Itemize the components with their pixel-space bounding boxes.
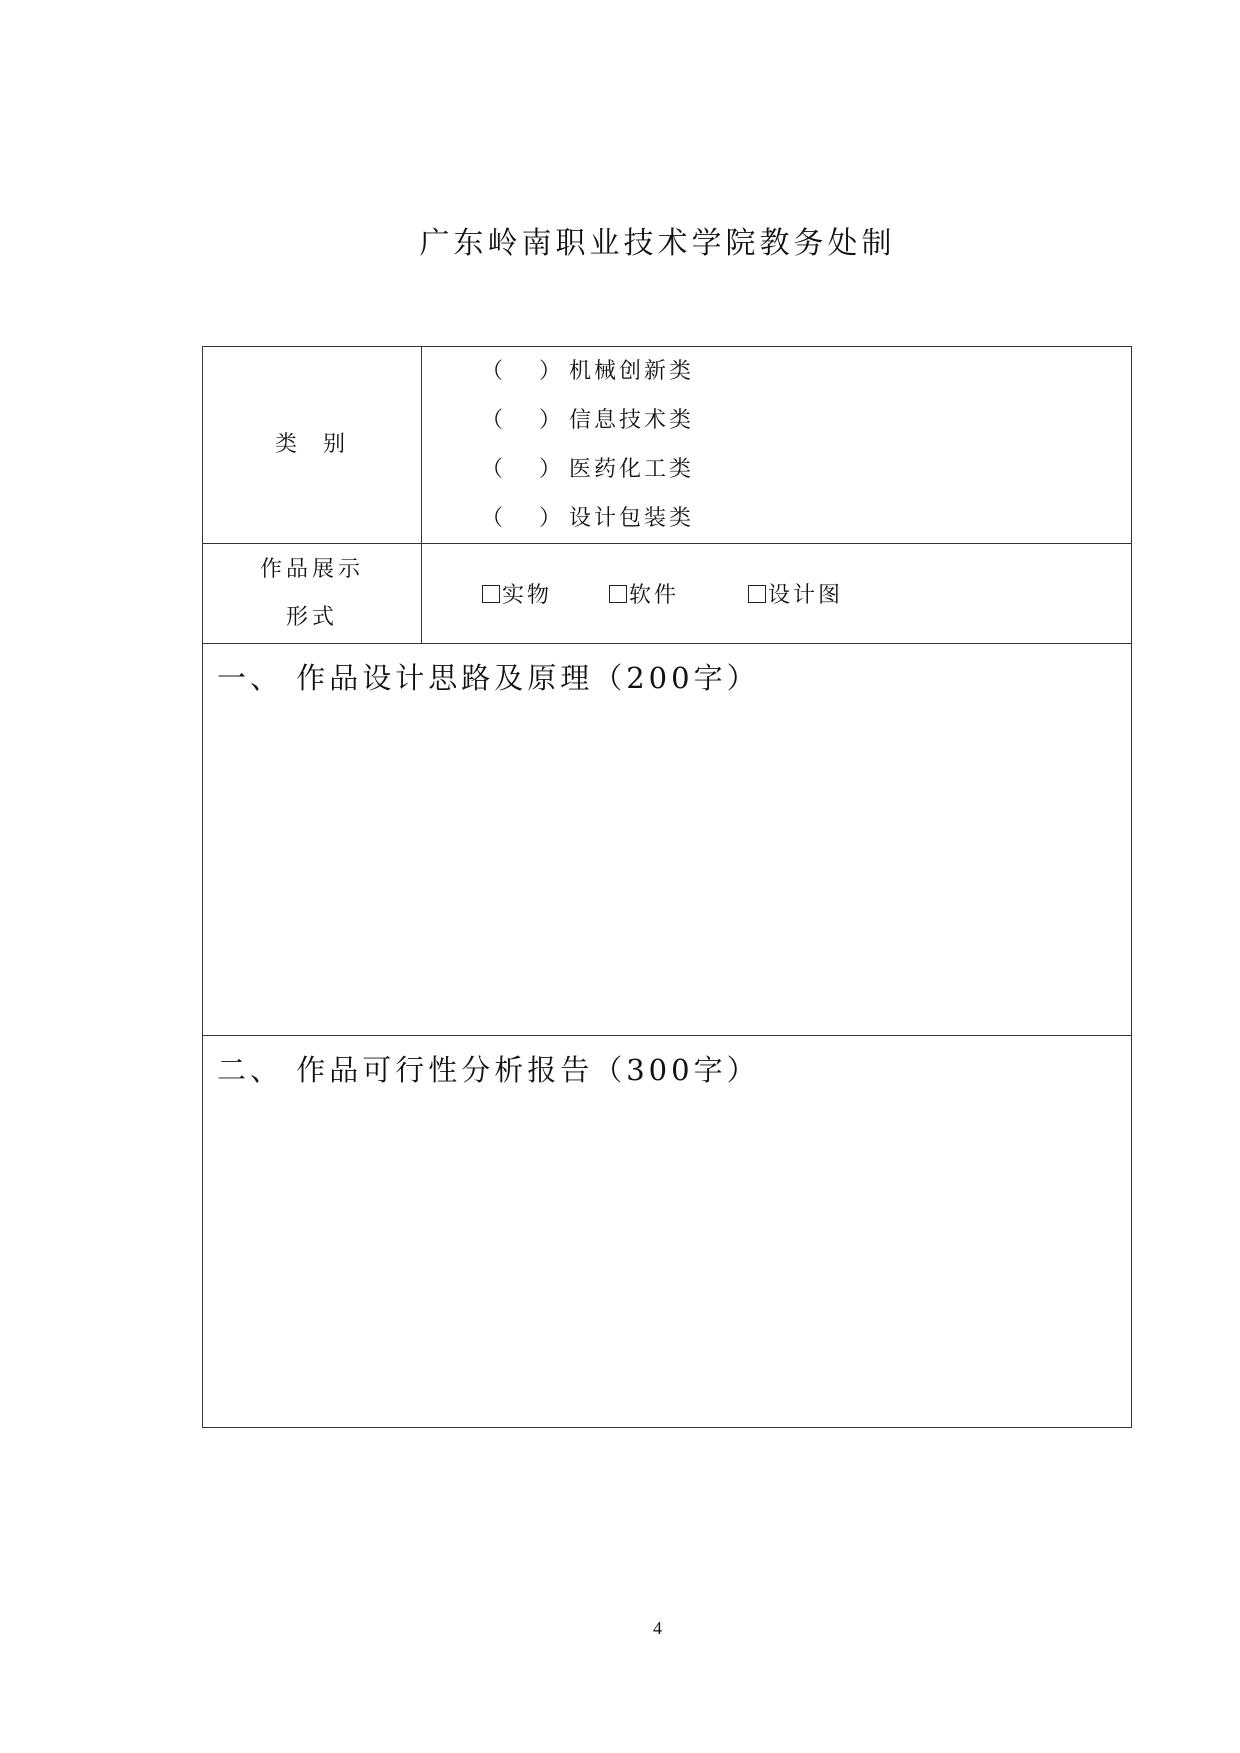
- application-form-table: [202, 346, 1132, 1428]
- category-option-it[interactable]: [481, 396, 1131, 445]
- paren-open: （: [481, 457, 504, 482]
- category-option-label: 机械创新类: [569, 359, 695, 384]
- checkbox-icon[interactable]: [482, 585, 500, 603]
- display-format-label-line2: 形式: [285, 604, 338, 630]
- page-title: 广东岭南职业技术学院教务处制: [419, 226, 896, 261]
- paren-close: ）: [539, 359, 562, 384]
- display-format-options: [422, 578, 1131, 609]
- paren-open: （: [481, 506, 504, 531]
- format-option-physical[interactable]: [482, 578, 552, 609]
- category-option-label: 医药化工类: [569, 457, 695, 482]
- design-section-heading: 一、 作品设计思路及原理（200字）: [217, 661, 760, 695]
- format-option-label: 实物: [502, 583, 553, 608]
- display-format-label-cell: [203, 544, 422, 644]
- checkbox-icon[interactable]: [609, 585, 627, 603]
- design-section-row: [203, 644, 1132, 1036]
- category-options-cell: [422, 347, 1132, 544]
- display-format-row: [203, 544, 1132, 644]
- paren-close: ）: [539, 506, 562, 531]
- format-option-design-drawing[interactable]: [748, 578, 843, 609]
- format-option-label: 设计图: [768, 583, 844, 608]
- category-option-mechanical[interactable]: [481, 347, 1131, 396]
- category-option-design-packaging[interactable]: [481, 494, 1131, 543]
- paren-open: （: [481, 408, 504, 433]
- paren-open: （: [481, 359, 504, 384]
- page-number: 4: [653, 1618, 662, 1638]
- format-option-software[interactable]: [609, 578, 679, 609]
- category-row: [203, 347, 1132, 544]
- format-option-label: 软件: [629, 583, 680, 608]
- paren-close: ）: [539, 408, 562, 433]
- feasibility-section-row: [203, 1036, 1132, 1428]
- category-option-label: 设计包装类: [569, 506, 695, 531]
- display-format-label-line1: 作品展示: [259, 556, 364, 582]
- category-option-pharma-chem[interactable]: [481, 445, 1131, 494]
- checkbox-icon[interactable]: [748, 585, 766, 603]
- category-option-label: 信息技术类: [569, 408, 695, 433]
- category-label: 类 别: [275, 432, 349, 457]
- paren-close: ）: [539, 457, 562, 482]
- display-format-options-cell: [422, 544, 1132, 644]
- design-section-cell[interactable]: [203, 644, 1132, 1036]
- category-options-list: [422, 347, 1131, 543]
- category-label-cell: [203, 347, 422, 544]
- feasibility-section-heading: 二、 作品可行性分析报告（300字）: [217, 1053, 760, 1087]
- feasibility-section-cell[interactable]: [203, 1036, 1132, 1428]
